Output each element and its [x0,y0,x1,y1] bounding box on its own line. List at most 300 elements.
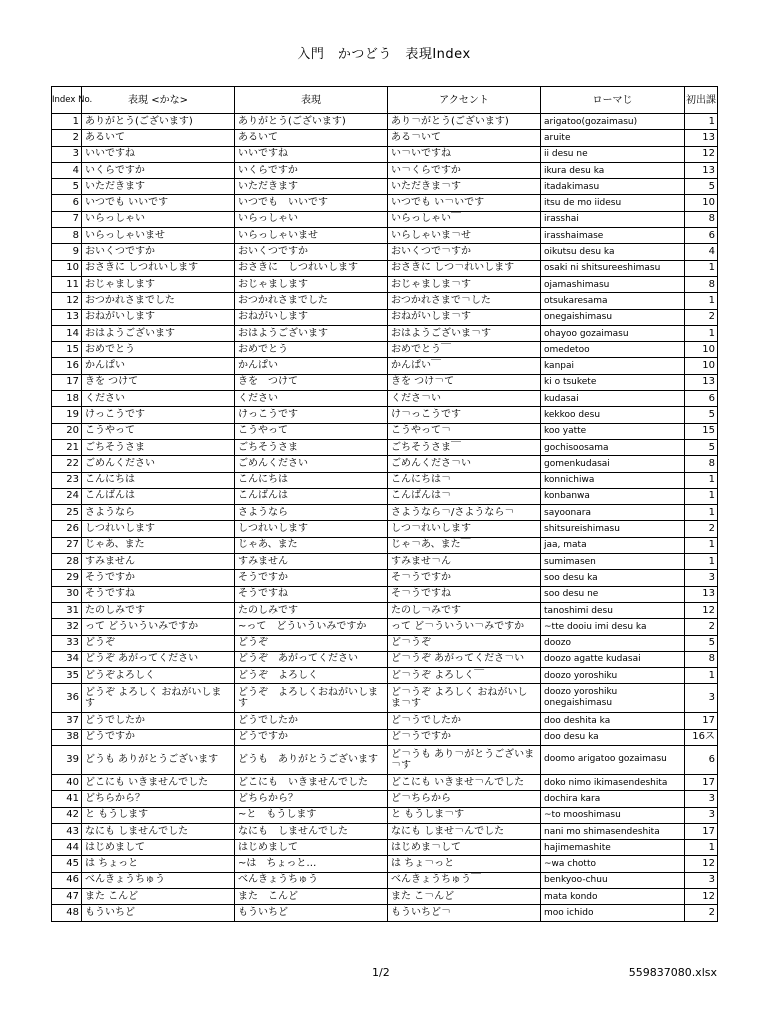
cell-romaji: ikura desu ka [541,162,685,178]
cell-romaji: irasshaimase [541,228,685,244]
cell-first-lesson: 5 [685,439,718,455]
cell-first-lesson: 16ス [685,729,718,745]
cell-expression: どうぞ よろしくおねがいします [235,684,388,713]
cell-romaji: onegaishimasu [541,309,685,325]
cell-kana: かんぱい [82,358,235,374]
cell-kana: おめでとう [82,342,235,358]
table-row [52,521,718,537]
cell-index-no: 2 [52,130,82,146]
table-row [52,651,718,667]
table-row [52,807,718,823]
cell-expression: あるいて [235,130,388,146]
cell-first-lesson: 12 [685,889,718,905]
cell-romaji: moo ichido [541,905,685,921]
table-row [52,146,718,162]
cell-romaji: arigatoo(gozaimasu) [541,114,685,130]
cell-index-no: 42 [52,807,82,823]
cell-expression: どちらから？ [235,791,388,807]
cell-expression: ~と もうします [235,807,388,823]
cell-expression: すみません [235,554,388,570]
cell-expression: いつでも いいです [235,195,388,211]
cell-expression: さようなら [235,505,388,521]
cell-index-no: 41 [52,791,82,807]
cell-kana: けっこうです [82,407,235,423]
cell-accent: は ちょ￢っと [388,856,541,872]
cell-expression: どうでしたか [235,713,388,729]
table-row [52,745,718,774]
cell-accent: また こ￢んど [388,889,541,905]
table-row [52,211,718,227]
cell-expression: どうぞ [235,635,388,651]
cell-accent: って ど￢ういうい￢みですか [388,619,541,635]
cell-kana: どこにも いきませんでした [82,774,235,790]
cell-index-no: 40 [52,774,82,790]
cell-first-lesson: 10 [685,358,718,374]
cell-first-lesson: 2 [685,309,718,325]
cell-index-no: 9 [52,244,82,260]
cell-kana: ごめんください [82,456,235,472]
cell-expression: こんにちは [235,472,388,488]
cell-accent: おめでとう￣ [388,342,541,358]
cell-first-lesson: 3 [685,570,718,586]
table-row [52,729,718,745]
cell-accent: ごちそうさま￣ [388,439,541,455]
table-row [52,374,718,390]
cell-accent: じゃ￢あ、また￣ [388,537,541,553]
cell-index-no: 4 [52,162,82,178]
cell-kana: いただきます [82,179,235,195]
cell-kana: じゃあ、また [82,537,235,553]
cell-accent: べんきょうちゅう￣ [388,872,541,888]
cell-accent: いらしゃいま￢せ [388,228,541,244]
cell-first-lesson: 3 [685,791,718,807]
cell-index-no: 39 [52,745,82,774]
cell-romaji: gomenkudasai [541,456,685,472]
cell-expression: どうぞ あがってください [235,651,388,667]
header-first-lesson: 初出課 [685,87,718,114]
cell-kana: どうぞ あがってください [82,651,235,667]
cell-kana: そうですね [82,586,235,602]
cell-kana: あるいて [82,130,235,146]
table-header-row [52,87,718,114]
cell-kana: ごちそうさま [82,439,235,455]
cell-index-no: 31 [52,602,82,618]
cell-expression: べんきょうちゅう [235,872,388,888]
cell-romaji: jaa, mata [541,537,685,553]
cell-expression: どうぞ よろしく [235,668,388,684]
cell-romaji: doo deshita ka [541,713,685,729]
cell-accent: おはようございま￢す [388,325,541,341]
cell-expression: かんぱい [235,358,388,374]
cell-accent: ど￢うぞ よろしく￣ [388,668,541,684]
cell-first-lesson: 13 [685,130,718,146]
cell-first-lesson: 8 [685,456,718,472]
cell-index-no: 38 [52,729,82,745]
cell-romaji: mata kondo [541,889,685,905]
cell-kana: どうぞ よろしく おねがいします [82,684,235,713]
cell-index-no: 45 [52,856,82,872]
cell-expression: そうですか [235,570,388,586]
cell-romaji: soo desu ne [541,586,685,602]
cell-first-lesson: 1 [685,293,718,309]
cell-kana: たのしみです [82,602,235,618]
cell-romaji: kanpai [541,358,685,374]
cell-expression: おさきに しつれいします [235,260,388,276]
cell-accent: おつかれさまで￢した [388,293,541,309]
cell-romaji: kekkoo desu [541,407,685,423]
cell-romaji: benkyoo-chuu [541,872,685,888]
cell-index-no: 12 [52,293,82,309]
cell-first-lesson: 8 [685,651,718,667]
cell-kana: ありがとう(ございます) [82,114,235,130]
cell-index-no: 19 [52,407,82,423]
cell-kana: しつれいします [82,521,235,537]
cell-expression: いいですね [235,146,388,162]
cell-accent: い￢いですね [388,146,541,162]
cell-first-lesson: 4 [685,244,718,260]
cell-expression: ~は ちょっと… [235,856,388,872]
table-row [52,668,718,684]
cell-index-no: 20 [52,423,82,439]
cell-kana: そうですか [82,570,235,586]
cell-romaji: konnichiwa [541,472,685,488]
expression-index-table [51,86,718,922]
cell-accent: はじめま￢して [388,840,541,856]
table-row [52,439,718,455]
cell-accent: もういちど￢ [388,905,541,921]
cell-accent: こんばんは￢ [388,488,541,504]
cell-kana: おいくつですか [82,244,235,260]
cell-index-no: 5 [52,179,82,195]
header-romaji: ローマじ [541,87,685,114]
cell-accent: おさきに しつ￢れいします [388,260,541,276]
table-row [52,162,718,178]
cell-first-lesson: 1 [685,472,718,488]
cell-index-no: 32 [52,619,82,635]
cell-romaji: ii desu ne [541,146,685,162]
table-row [52,244,718,260]
cell-kana: もういちど [82,905,235,921]
cell-romaji: nani mo shimasendeshita [541,823,685,839]
cell-accent: ど￢うぞ あがってくださ￢い [388,651,541,667]
cell-first-lesson: 6 [685,391,718,407]
table-row [52,856,718,872]
cell-accent: くださ￢い [388,391,541,407]
cell-kana: きを つけて [82,374,235,390]
table-row [52,114,718,130]
cell-romaji: gochisoosama [541,439,685,455]
cell-first-lesson: 1 [685,260,718,276]
cell-accent: ど￢うぞ よろしく おねがいしま￢す [388,684,541,713]
cell-kana: なにも しませんでした [82,823,235,839]
table-body [52,114,718,922]
cell-index-no: 35 [52,668,82,684]
cell-accent: いつでも い￢いです [388,195,541,211]
cell-first-lesson: 10 [685,195,718,211]
file-name: 559837080.xlsx [628,966,717,979]
cell-kana: こうやって [82,423,235,439]
cell-romaji: ojamashimasu [541,276,685,292]
cell-first-lesson: 6 [685,745,718,774]
cell-expression: なにも しませんでした [235,823,388,839]
cell-romaji: tanoshimi desu [541,602,685,618]
cell-first-lesson: 12 [685,602,718,618]
cell-accent: どこにも いきませ￢んでした [388,774,541,790]
cell-accent: いらっしゃい￣ [388,211,541,227]
cell-index-no: 1 [52,114,82,130]
table-row [52,195,718,211]
cell-kana: すみません [82,554,235,570]
cell-index-no: 8 [52,228,82,244]
cell-first-lesson: 5 [685,407,718,423]
cell-expression: ください [235,391,388,407]
cell-index-no: 11 [52,276,82,292]
cell-first-lesson: 8 [685,211,718,227]
cell-index-no: 13 [52,309,82,325]
cell-accent: しつ￢れいします [388,521,541,537]
table-row [52,293,718,309]
cell-accent: すみませ￢ん [388,554,541,570]
table-row [52,228,718,244]
cell-accent: ど￢うでしたか [388,713,541,729]
cell-first-lesson: 3 [685,807,718,823]
cell-romaji: doozo yoroshiku [541,668,685,684]
cell-first-lesson: 5 [685,179,718,195]
page-number: 1/2 [372,966,390,979]
cell-index-no: 30 [52,586,82,602]
cell-kana: おねがいします [82,309,235,325]
cell-accent: いただきま￢す [388,179,541,195]
cell-expression: ごめんください [235,456,388,472]
cell-first-lesson: 15 [685,423,718,439]
cell-expression: こうやって [235,423,388,439]
cell-kana: べんきょうちゅう [82,872,235,888]
cell-index-no: 18 [52,391,82,407]
cell-first-lesson: 3 [685,872,718,888]
cell-romaji: ~tte dooiu imi desu ka [541,619,685,635]
table-row [52,179,718,195]
table-row [52,130,718,146]
table-row [52,635,718,651]
table-row [52,586,718,602]
cell-first-lesson: 12 [685,146,718,162]
cell-kana: と もうします [82,807,235,823]
cell-kana: おじゃまします [82,276,235,292]
header-index-no: Index No. [52,87,82,114]
cell-accent: おじゃましま￢す [388,276,541,292]
cell-first-lesson: 5 [685,635,718,651]
cell-expression: いらっしゃい [235,211,388,227]
cell-romaji: doozo [541,635,685,651]
cell-kana: いいですね [82,146,235,162]
cell-romaji: omedetoo [541,342,685,358]
cell-index-no: 14 [52,325,82,341]
cell-romaji: ~to mooshimasu [541,807,685,823]
cell-romaji: otsukaresama [541,293,685,309]
table-row [52,840,718,856]
cell-first-lesson: 13 [685,374,718,390]
cell-index-no: 7 [52,211,82,227]
cell-expression: いくらですか [235,162,388,178]
cell-romaji: koo yatte [541,423,685,439]
cell-expression: きを つけて [235,374,388,390]
cell-expression: もういちど [235,905,388,921]
cell-first-lesson: 17 [685,823,718,839]
cell-expression: どうも ありがとうございます [235,745,388,774]
cell-kana: ください [82,391,235,407]
cell-accent: なにも しませ￢んでした [388,823,541,839]
cell-kana: どうぞ [82,635,235,651]
cell-expression: おねがいします [235,309,388,325]
cell-index-no: 16 [52,358,82,374]
cell-index-no: 25 [52,505,82,521]
cell-accent: と もうしま￢す [388,807,541,823]
cell-index-no: 15 [52,342,82,358]
cell-kana: いらっしゃい [82,211,235,227]
cell-first-lesson: 1 [685,537,718,553]
cell-first-lesson: 1 [685,488,718,504]
cell-accent: たのし￢みです [388,602,541,618]
cell-accent: おねがいしま￢す [388,309,541,325]
cell-index-no: 46 [52,872,82,888]
cell-expression: じゃあ、また [235,537,388,553]
table-row [52,456,718,472]
cell-first-lesson: 2 [685,619,718,635]
cell-romaji: doko nimo ikimasendeshita [541,774,685,790]
cell-romaji: konbanwa [541,488,685,504]
cell-kana: はじめまして [82,840,235,856]
cell-expression: ごちそうさま [235,439,388,455]
cell-expression: けっこうです [235,407,388,423]
cell-kana: おさきに しつれいします [82,260,235,276]
table-row [52,391,718,407]
cell-romaji: sumimasen [541,554,685,570]
table-row [52,905,718,921]
cell-first-lesson: 1 [685,840,718,856]
cell-kana: いらっしゃいませ [82,228,235,244]
cell-accent: そ￢うですね [388,586,541,602]
cell-romaji: doo desu ka [541,729,685,745]
table-row [52,325,718,341]
cell-romaji: kudasai [541,391,685,407]
cell-accent: きを つけ￢て [388,374,541,390]
cell-kana: さようなら [82,505,235,521]
cell-index-no: 27 [52,537,82,553]
cell-accent: ある￢いて [388,130,541,146]
cell-accent: こんにちは￢ [388,472,541,488]
cell-index-no: 33 [52,635,82,651]
cell-index-no: 36 [52,684,82,713]
table-row [52,260,718,276]
cell-expression: はじめまして [235,840,388,856]
cell-first-lesson: 2 [685,521,718,537]
cell-romaji: hajimemashite [541,840,685,856]
cell-index-no: 24 [52,488,82,504]
table-row [52,472,718,488]
cell-romaji: irasshai [541,211,685,227]
table-row [52,309,718,325]
cell-accent: あり￢がとう(ございます) [388,114,541,130]
cell-expression: おはようございます [235,325,388,341]
cell-index-no: 22 [52,456,82,472]
table-row [52,488,718,504]
table-row [52,889,718,905]
cell-accent: そ￢うですか [388,570,541,586]
cell-first-lesson: 1 [685,505,718,521]
cell-expression: おいくつですか [235,244,388,260]
header-accent: アクセント [388,87,541,114]
cell-romaji: soo desu ka [541,570,685,586]
cell-first-lesson: 13 [685,162,718,178]
table-row [52,791,718,807]
table-row [52,423,718,439]
cell-first-lesson: 1 [685,668,718,684]
cell-romaji: doomo arigatoo gozaimasu [541,745,685,774]
table-row [52,505,718,521]
cell-index-no: 6 [52,195,82,211]
cell-accent: ど￢ちらから [388,791,541,807]
cell-expression: おめでとう [235,342,388,358]
table-row [52,619,718,635]
cell-kana: って どういういみですか [82,619,235,635]
table-row [52,823,718,839]
table-row [52,276,718,292]
cell-romaji: oikutsu desu ka [541,244,685,260]
cell-romaji: ki o tsukete [541,374,685,390]
cell-romaji: dochira kara [541,791,685,807]
cell-first-lesson: 1 [685,554,718,570]
cell-first-lesson: 10 [685,342,718,358]
cell-index-no: 28 [52,554,82,570]
cell-index-no: 34 [52,651,82,667]
cell-first-lesson: 12 [685,856,718,872]
cell-expression: どこにも いきませんでした [235,774,388,790]
cell-romaji: aruite [541,130,685,146]
cell-kana: どうですか [82,729,235,745]
cell-kana: こんにちは [82,472,235,488]
cell-kana: どちらから？ [82,791,235,807]
cell-expression: ~って どういういみですか [235,619,388,635]
cell-index-no: 29 [52,570,82,586]
cell-romaji: ohayoo gozaimasu [541,325,685,341]
cell-index-no: 43 [52,823,82,839]
cell-kana: こんばんは [82,488,235,504]
table-row [52,537,718,553]
cell-first-lesson: 2 [685,905,718,921]
cell-index-no: 37 [52,713,82,729]
cell-expression: そうですね [235,586,388,602]
cell-first-lesson: 17 [685,713,718,729]
cell-accent: おいくつで￢すか [388,244,541,260]
table-row [52,684,718,713]
cell-first-lesson: 1 [685,114,718,130]
cell-first-lesson: 1 [685,325,718,341]
cell-expression: いらっしゃいませ [235,228,388,244]
cell-first-lesson: 3 [685,684,718,713]
cell-index-no: 10 [52,260,82,276]
cell-expression: どうですか [235,729,388,745]
cell-romaji: itsu de mo iidesu [541,195,685,211]
cell-kana: おはようございます [82,325,235,341]
table-row [52,554,718,570]
cell-accent: ごめんくださ￢い [388,456,541,472]
cell-index-no: 17 [52,374,82,390]
cell-accent: ど￢うぞ [388,635,541,651]
table-row [52,358,718,374]
cell-expression: おじゃまします [235,276,388,292]
cell-romaji: osaki ni shitsureeshimasu [541,260,685,276]
cell-index-no: 44 [52,840,82,856]
